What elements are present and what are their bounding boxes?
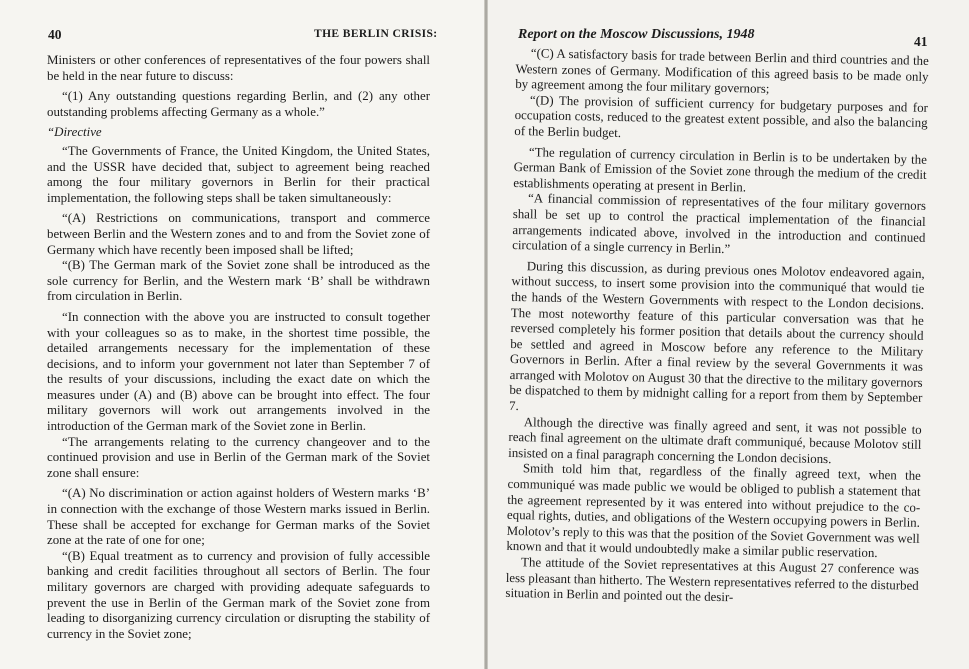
paragraph: “(A) No discrimination or action against holders of Western marks ‘B’ in connection with the exchange of those Western marks issued in Berlin. These shall be accepted for exchange for German marks of the Soviet zone at the rate of one for one; [47,486,430,548]
paragraph: “(B) The German mark of the Soviet zone shall be introduced as the sole currency for Berlin, and the Western mark ‘B’ shall be withdrawn from circulation in Berlin. [47,258,430,304]
left-page-number: 40 [48,27,62,42]
paragraph: Ministers or other conferences of representatives of the four powers shall be held in the near future to discuss: [47,53,430,83]
right-page-number: 41 [914,34,928,49]
right-running-head: Report on the Moscow Discussions, 1948 [518,27,755,42]
right-page [486,0,969,669]
paragraph: “(D) The provision of sufficient currency for budgetary purposes and for occupation costs, reduced to the greatest extent possible, and also the balancing of the Berlin budget. [514,93,929,140]
paragraph: “(1) Any outstanding questions regarding Berlin, and (2) any other outstanding problems affecting Germany as a whole.” [47,89,430,119]
paragraph: “The regulation of currency circulation in Berlin is to be undertaken by the German Bank of Emission of the Soviet zone through the medium of the credit establishments operating at present in Berlin. [513,144,928,195]
paragraph: “The arrangements relating to the currency changeover and to the continued provision and use in Berlin of the German mark of the Soviet zone shall ensure: [47,434,430,480]
left-running-head: THE BERLIN CRISIS: [314,28,438,40]
left-page-body [47,53,430,642]
book-gutter [484,0,488,669]
paragraph: During this discussion, as during previous ones Molotov endeavored again, without success, to insert some provision into the communiqué that would tie the hands of the Western Governments with respect to the London decisions. The most noteworthy feature of this particular conversation was that he reversed completely his former position that details about the currency should be settled and agreed in Moscow before any reference to the Military Governors in Berlin. After a final review by the several Governments it was arranged with Molotov on August 30 that the directive to the military governors be dispatched to them by midnight calling for a report from them by September 7. [508,258,925,414]
section-heading: “Directive [47,125,102,140]
paragraph: Although the directive was finally agreed and sent, it was not possible to reach final agreement on the ultimate draft communiqué, because Molotov still insisted on a final paragraph concerning the London decisions. [508,414,922,466]
paragraph: Smith told him that, regardless of the finally agreed text, when the communiqué was made public we would be obliged to publish a statement that the agreement represented by it was entered into without prejudice to the co-equal rights, duties, and obligations of the Western occupying powers in Berlin. Molotov’s reply to this was that the position of the Soviet Government was well known and that it would undoubtedly make a similar public reservation. [506,461,921,561]
paragraph: The attitude of the Soviet representatives at this August 27 conference was less pleasant than hitherto. The Western representatives referred to the disturbed situation in Berlin and pointed out the desir- [505,555,920,605]
paragraph: “(A) Restrictions on communications, transport and commerce between Berlin and the Western zones and to and from the Soviet zone of Germany which have recently been imposed shall be lifted; [47,211,430,257]
paragraph: “(B) Equal treatment as to currency and provision of fully accessible banking and credit facilities throughout all sectors of Berlin. The four military governors are charged with providing adequate safeguards to prevent the use in Berlin of the German mark of the Soviet zone from leading to disorganizing currency circulation or disrupting the stability of currency in the Soviet zone; [47,548,430,641]
paragraph: “(C) A satisfactory basis for trade between Berlin and third countries and the Western zones of Germany. Modification of this agreed basis to be made only by agreement among the four military governors; [515,46,929,97]
paragraph: “A financial commission of representatives of the four military governors shall be set up to control the practical implementation of the financial arrangements indicated above, involved in the introduction and continued circulation of a single currency in Berlin.” [512,191,927,257]
paragraph: “The Governments of France, the United Kingdom, the United States, and the USSR have decided that, subject to agreement being reached among the four military governors in Berlin for their practical implementation, the following steps shall be taken simultaneously: [47,143,430,205]
right-page-body [505,46,929,610]
paragraph: “In connection with the above you are instructed to consult together with your colleagues so as to make, in the shortest time possible, the detailed arrangements necessary for the implementation of these decisions, and to inform your government not later than September 7 of the results of your discussions, including the exact date on which the measures under (A) and (B) above can be brought into effect. The four military governors will work out arrangements involved in the introduction of the German mark of the Soviet zone in Berlin. [47,309,430,434]
